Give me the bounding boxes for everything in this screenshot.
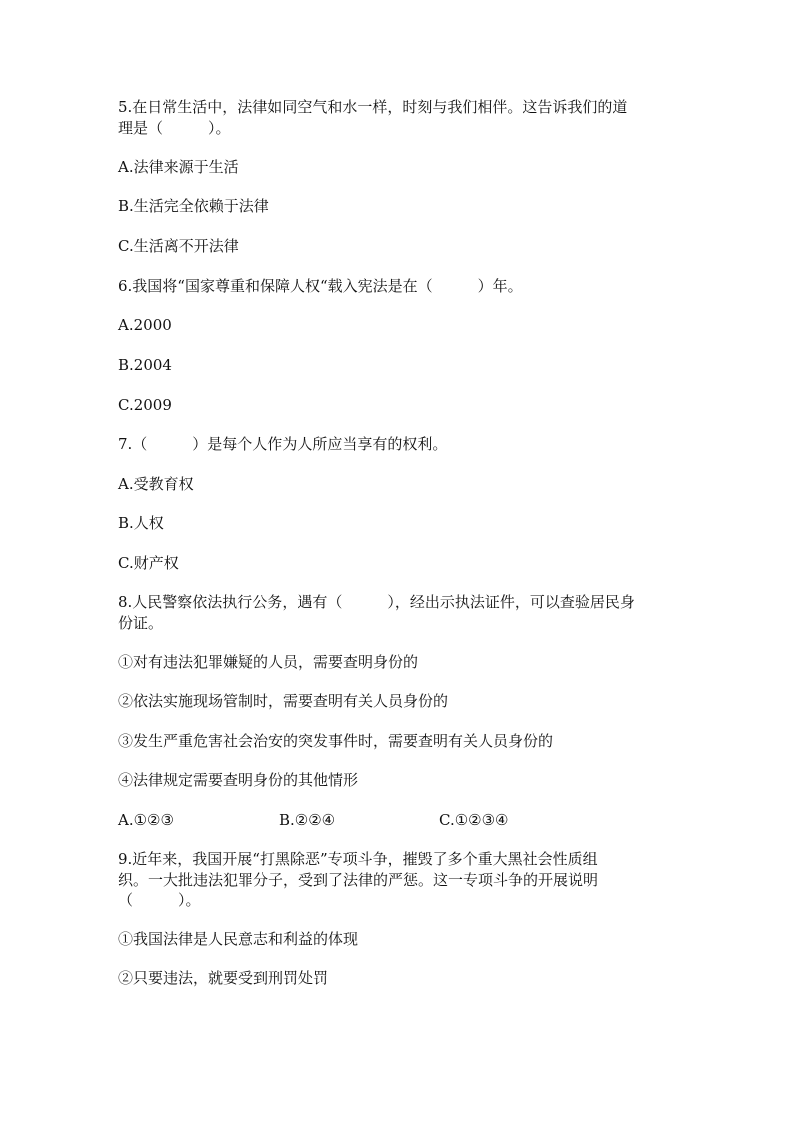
question-5-option-a: A.法律来源于生活 [118,158,239,176]
question-9-item-2: ②只要违法，就要受到刑罚处罚 [118,969,329,987]
question-5-stem-line-1: 5.在日常生活中，法律如同空气和水一样，时刻与我们相伴。这告诉我们的道 [118,98,628,116]
question-9-item-1: ①我国法律是人民意志和利益的体现 [118,930,359,948]
question-7-option-c: C.财产权 [118,554,179,572]
question-8-item-1: ①对有违法犯罪嫌疑的人员，需要查明身份的 [118,653,419,671]
question-7-option-a: A.受教育权 [118,475,194,493]
question-6-option-c: C.2009 [118,396,172,414]
question-8-option-c: C.①②③④ [439,811,509,829]
question-8-option-b: B.②②④ [279,811,336,829]
question-6-option-a: A.2000 [118,316,172,334]
question-5-stem-line-2: 理是（ ）。 [118,119,231,137]
question-8-item-3: ③发生严重危害社会治安的突发事件时，需要查明有关人员身份的 [118,732,554,750]
question-6-stem: 6.我国将“国家尊重和保障人权“载入宪法是在（ ）年。 [118,277,523,295]
question-5-option-b: B.生活完全依赖于法律 [118,197,269,215]
question-8-item-4: ④法律规定需要查明身份的其他情形 [118,771,359,789]
question-8-stem-line-1: 8.人民警察依法执行公务，遇有（ ），经出示执法证件，可以查验居民身 [118,593,635,611]
question-7-stem: 7.（ ）是每个人作为人所应当享有的权利。 [118,435,448,453]
question-9-stem-line-2: 织。一大批违法犯罪分子，受到了法律的严惩。这一专项斗争的开展说明 [118,871,599,889]
question-8-item-2: ②依法实施现场管制时，需要查明有关人员身份的 [118,692,449,710]
question-9-stem-line-3: （ ）。 [118,891,201,909]
question-8-option-a: A.①②③ [118,811,174,829]
question-5-option-c: C.生活离不开法律 [118,237,239,255]
question-6-option-b: B.2004 [118,356,172,374]
question-7-option-b: B.人权 [118,514,164,532]
question-8-stem-line-2: 份证。 [118,614,164,632]
question-9-stem-line-1: 9.近年来，我国开展“打黑除恶”专项斗争，摧毁了多个重大黑社会性质组 [118,850,598,868]
